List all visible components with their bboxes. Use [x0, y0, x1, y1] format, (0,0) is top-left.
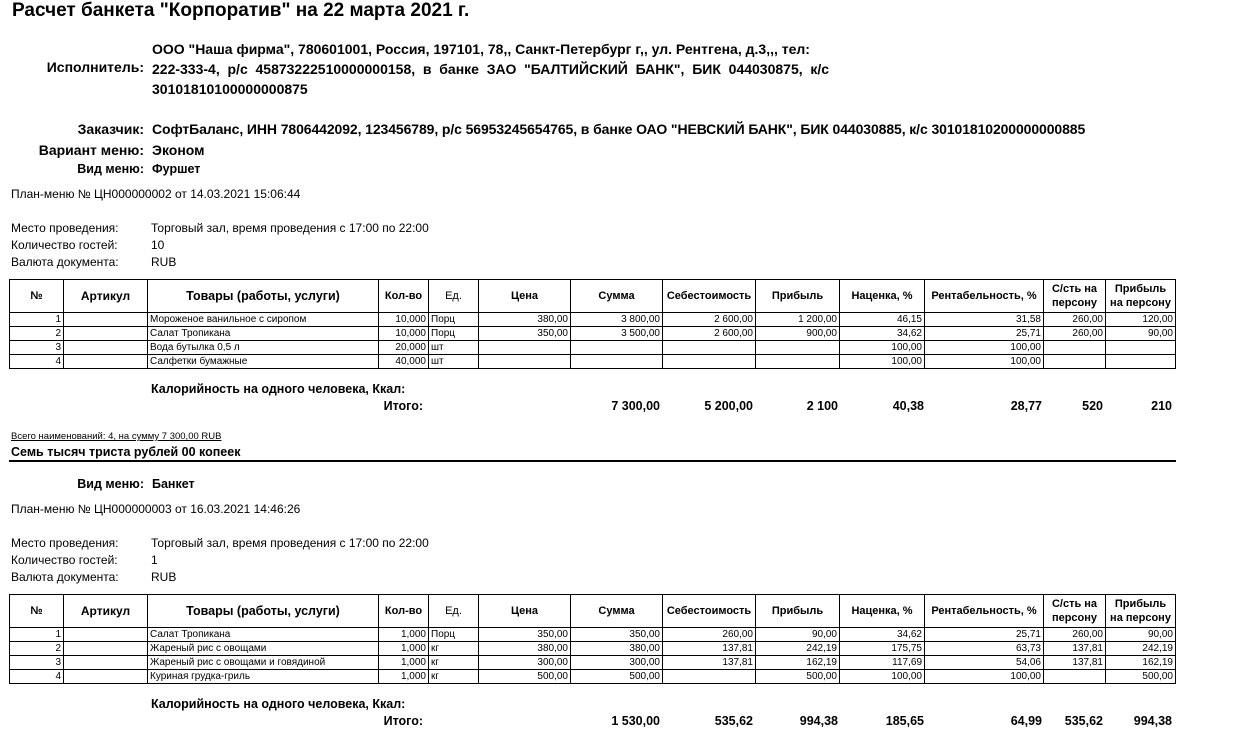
col-header-goods: Товары (работы, услуги) [148, 280, 379, 313]
calories-label: Калорийность на одного человека, Ккал: [151, 697, 406, 711]
section-divider [9, 460, 1176, 462]
cell-number: 1 [10, 628, 64, 642]
cell-number: 2 [10, 642, 64, 656]
cell-sum: 500,00 [571, 670, 663, 684]
total-label: Итого: [383, 399, 423, 413]
cell-article [64, 327, 148, 341]
cell-sum: 3 500,00 [571, 327, 663, 341]
executor-line: ООО "Наша фирма", 780601001, Россия, 197101, 78,, Санкт-Петербург г,, ул. Рентгена, д.3,,, тел: [152, 41, 810, 57]
cell-markup: 100,00 [840, 355, 925, 369]
cell-unit: кг [429, 642, 479, 656]
guests-label: Количество гостей: [11, 553, 118, 567]
cell-price: 380,00 [479, 642, 571, 656]
cell-unit: кг [429, 670, 479, 684]
cell-cost-per-person: 137,81 [1044, 656, 1106, 670]
cell-goods: Салфетки бумажные [148, 355, 379, 369]
cell-cost-per-person: 260,00 [1044, 313, 1106, 327]
cell-qty: 1,000 [379, 642, 429, 656]
cell-article [64, 656, 148, 670]
cell-price [479, 341, 571, 355]
cell-profitability: 25,71 [925, 628, 1044, 642]
guests-value: 1 [151, 553, 158, 567]
col-header-unit: Ед. [429, 595, 479, 628]
table-row [10, 341, 1176, 355]
cell-article [64, 313, 148, 327]
plan-menu-ref: План-меню № ЦН000000002 от 14.03.2021 15:06:44 [11, 187, 301, 201]
cell-cost-per-person [1044, 670, 1106, 684]
cell-qty: 1,000 [379, 628, 429, 642]
col-header-cost: Себестоимость [663, 280, 756, 313]
cell-cost [663, 341, 756, 355]
venue-label: Место проведения: [11, 536, 119, 550]
cell-goods: Салат Тропикана [148, 327, 379, 341]
cell-profit-per-person: 90,00 [1106, 628, 1176, 642]
cell-number: 3 [10, 656, 64, 670]
cell-qty: 1,000 [379, 656, 429, 670]
table-row [10, 355, 1176, 369]
col-header-price: Цена [479, 280, 571, 313]
cell-article [64, 670, 148, 684]
cell-number: 4 [10, 355, 64, 369]
menu-variant-value: Эконом [152, 142, 205, 158]
cell-profitability: 25,71 [925, 327, 1044, 341]
customer-details: СофтБаланс, ИНН 7806442092, 123456789, р/с 56953245654765, в банке ОАО "НЕВСКИЙ БАНК", БИК 044030885, к/с 30101810200000000885 [152, 121, 1086, 137]
cell-profit-per-person: 162,19 [1106, 656, 1176, 670]
total-profit-per-person: 210 [1151, 399, 1172, 413]
page-title: Расчет банкета "Корпоратив" на 22 марта 2021 г. [12, 0, 470, 21]
cell-cost-per-person [1044, 341, 1106, 355]
table-row [10, 642, 1176, 656]
venue-value: Торговый зал, время проведения с 17:00 по 22:00 [151, 221, 429, 235]
cell-cost: 2 600,00 [663, 327, 756, 341]
total-cost-per-person: 535,62 [1064, 714, 1103, 728]
cell-profit [756, 341, 840, 355]
table-row [10, 313, 1176, 327]
col-header-number: № [10, 280, 64, 313]
total-sum: 7 300,00 [611, 399, 660, 413]
cell-qty: 1,000 [379, 670, 429, 684]
cell-profitability: 54,06 [925, 656, 1044, 670]
cell-qty: 10,000 [379, 327, 429, 341]
cell-price: 350,00 [479, 327, 571, 341]
executor-label: Исполнитель: [46, 59, 144, 75]
cell-sum: 380,00 [571, 642, 663, 656]
calories-label: Калорийность на одного человека, Ккал: [151, 382, 406, 396]
cell-profitability: 31,58 [925, 313, 1044, 327]
cell-sum [571, 355, 663, 369]
cell-cost-per-person: 260,00 [1044, 628, 1106, 642]
cell-article [64, 642, 148, 656]
col-header-number: № [10, 595, 64, 628]
cell-markup: 46,15 [840, 313, 925, 327]
cell-sum: 350,00 [571, 628, 663, 642]
table-row [10, 670, 1176, 684]
cell-sum: 300,00 [571, 656, 663, 670]
cell-goods: Мороженое ванильное с сиропом [148, 313, 379, 327]
cell-unit: Порц [429, 327, 479, 341]
cell-goods: Жареный рис с овощами и говядиной [148, 656, 379, 670]
cell-price: 300,00 [479, 656, 571, 670]
cell-goods: Жареный рис с овощами [148, 642, 379, 656]
venue-value: Торговый зал, время проведения с 17:00 по 22:00 [151, 536, 429, 550]
cell-profit: 900,00 [756, 327, 840, 341]
cell-cost-per-person [1044, 355, 1106, 369]
col-header-profitability: Рентабельность, % [925, 280, 1044, 313]
cell-number: 2 [10, 327, 64, 341]
cell-number: 3 [10, 341, 64, 355]
cell-qty: 20,000 [379, 341, 429, 355]
col-header-profit: Прибыль [756, 595, 840, 628]
currency-value: RUB [151, 255, 177, 269]
cell-profit-per-person: 500,00 [1106, 670, 1176, 684]
cell-profit-per-person: 242,19 [1106, 642, 1176, 656]
cell-goods: Куриная грудка-гриль [148, 670, 379, 684]
cell-qty: 40,000 [379, 355, 429, 369]
col-header-unit: Ед. [429, 280, 479, 313]
cell-markup: 34,62 [840, 327, 925, 341]
col-header-price: Цена [479, 595, 571, 628]
cell-qty: 10,000 [379, 313, 429, 327]
total-markup: 185,65 [885, 714, 924, 728]
cell-profitability: 100,00 [925, 355, 1044, 369]
guests-value: 10 [151, 238, 165, 252]
cell-goods: Вода бутылка 0,5 л [148, 341, 379, 355]
col-header-profitability: Рентабельность, % [925, 595, 1044, 628]
table-row [10, 327, 1176, 341]
executor-line: 30101810100000000875 [152, 81, 308, 97]
table-row [10, 628, 1176, 642]
cell-sum [571, 341, 663, 355]
menu-type-label: Вид меню: [77, 477, 144, 491]
col-header-markup: Наценка, % [840, 280, 925, 313]
total-cost: 535,62 [714, 714, 753, 728]
total-cost-per-person: 520 [1082, 399, 1103, 413]
cell-unit: шт [429, 355, 479, 369]
menu-type-label: Вид меню: [77, 162, 144, 176]
executor-details [152, 39, 829, 99]
cell-profit: 162,19 [756, 656, 840, 670]
total-profit: 2 100 [806, 399, 838, 413]
total-sum: 1 530,00 [611, 714, 660, 728]
cell-unit: кг [429, 656, 479, 670]
cell-profitability: 100,00 [925, 670, 1044, 684]
customer-label: Заказчик: [77, 121, 144, 137]
cell-cost [663, 355, 756, 369]
cell-article [64, 628, 148, 642]
cell-article [64, 355, 148, 369]
cell-unit: Порц [429, 628, 479, 642]
menu-variant-label: Вариант меню: [38, 142, 144, 158]
menu-type-value: Банкет [152, 477, 195, 491]
cell-cost: 2 600,00 [663, 313, 756, 327]
col-header-cost-per-person: С/сть на персону [1044, 595, 1106, 628]
cell-profit-per-person [1106, 341, 1176, 355]
col-header-qty: Кол-во [379, 595, 429, 628]
cell-cost: 260,00 [663, 628, 756, 642]
col-header-qty: Кол-во [379, 280, 429, 313]
table-row [10, 656, 1176, 670]
plan-menu-ref: План-меню № ЦН000000003 от 16.03.2021 14:46:26 [11, 502, 301, 516]
executor-line: 222-333-4, р/с 45873222510000000158, в банке ЗАО "БАЛТИЙСКИЙ БАНК", БИК 044030875, к/с [152, 61, 830, 77]
cell-price: 380,00 [479, 313, 571, 327]
cell-cost [663, 670, 756, 684]
cell-unit: шт [429, 341, 479, 355]
total-label: Итого: [383, 714, 423, 728]
cell-sum: 3 800,00 [571, 313, 663, 327]
cell-cost-per-person: 137,81 [1044, 642, 1106, 656]
cell-profit: 1 200,00 [756, 313, 840, 327]
cell-number: 1 [10, 313, 64, 327]
cell-number: 4 [10, 670, 64, 684]
cell-cost: 137,81 [663, 656, 756, 670]
col-header-sum: Сумма [571, 595, 663, 628]
total-profit: 994,38 [799, 714, 838, 728]
col-header-profit-per-person: Прибыль на персону [1106, 280, 1176, 313]
cell-profit: 90,00 [756, 628, 840, 642]
cell-profit: 500,00 [756, 670, 840, 684]
col-header-article: Артикул [64, 280, 148, 313]
col-header-cost: Себестоимость [663, 595, 756, 628]
currency-label: Валюта документа: [11, 570, 119, 584]
col-header-cost-per-person: С/сть на персону [1044, 280, 1106, 313]
cell-price: 350,00 [479, 628, 571, 642]
cell-cost-per-person: 260,00 [1044, 327, 1106, 341]
col-header-profit: Прибыль [756, 280, 840, 313]
currency-label: Валюта документа: [11, 255, 119, 269]
total-profit-per-person: 994,38 [1133, 714, 1172, 728]
col-header-article: Артикул [64, 595, 148, 628]
col-header-goods: Товары (работы, услуги) [148, 595, 379, 628]
total-profitability: 64,99 [1010, 714, 1042, 728]
cell-price: 500,00 [479, 670, 571, 684]
cell-profit-per-person: 120,00 [1106, 313, 1176, 327]
cell-cost: 137,81 [663, 642, 756, 656]
col-header-profit-per-person: Прибыль на персону [1106, 595, 1176, 628]
items-table [9, 279, 1176, 369]
cell-markup: 100,00 [840, 670, 925, 684]
cell-price [479, 355, 571, 369]
menu-type-value: Фуршет [152, 162, 201, 176]
cell-goods: Салат Тропикана [148, 628, 379, 642]
cell-profit-per-person: 90,00 [1106, 327, 1176, 341]
total-profitability: 28,77 [1010, 399, 1042, 413]
amount-in-words: Семь тысяч триста рублей 00 копеек [11, 445, 241, 459]
cell-profitability: 100,00 [925, 341, 1044, 355]
cell-article [64, 341, 148, 355]
items-summary: Всего наименований: 4, на сумму 7 300,00 RUB [11, 431, 222, 442]
items-table [9, 594, 1176, 684]
cell-profit-per-person [1106, 355, 1176, 369]
total-markup: 40,38 [892, 399, 924, 413]
cell-profit: 242,19 [756, 642, 840, 656]
total-cost: 5 200,00 [704, 399, 753, 413]
cell-unit: Порц [429, 313, 479, 327]
guests-label: Количество гостей: [11, 238, 118, 252]
col-header-sum: Сумма [571, 280, 663, 313]
currency-value: RUB [151, 570, 177, 584]
cell-markup: 34,62 [840, 628, 925, 642]
venue-label: Место проведения: [11, 221, 119, 235]
cell-markup: 175,75 [840, 642, 925, 656]
cell-markup: 117,69 [840, 656, 925, 670]
col-header-markup: Наценка, % [840, 595, 925, 628]
cell-profitability: 63,73 [925, 642, 1044, 656]
cell-markup: 100,00 [840, 341, 925, 355]
cell-profit [756, 355, 840, 369]
